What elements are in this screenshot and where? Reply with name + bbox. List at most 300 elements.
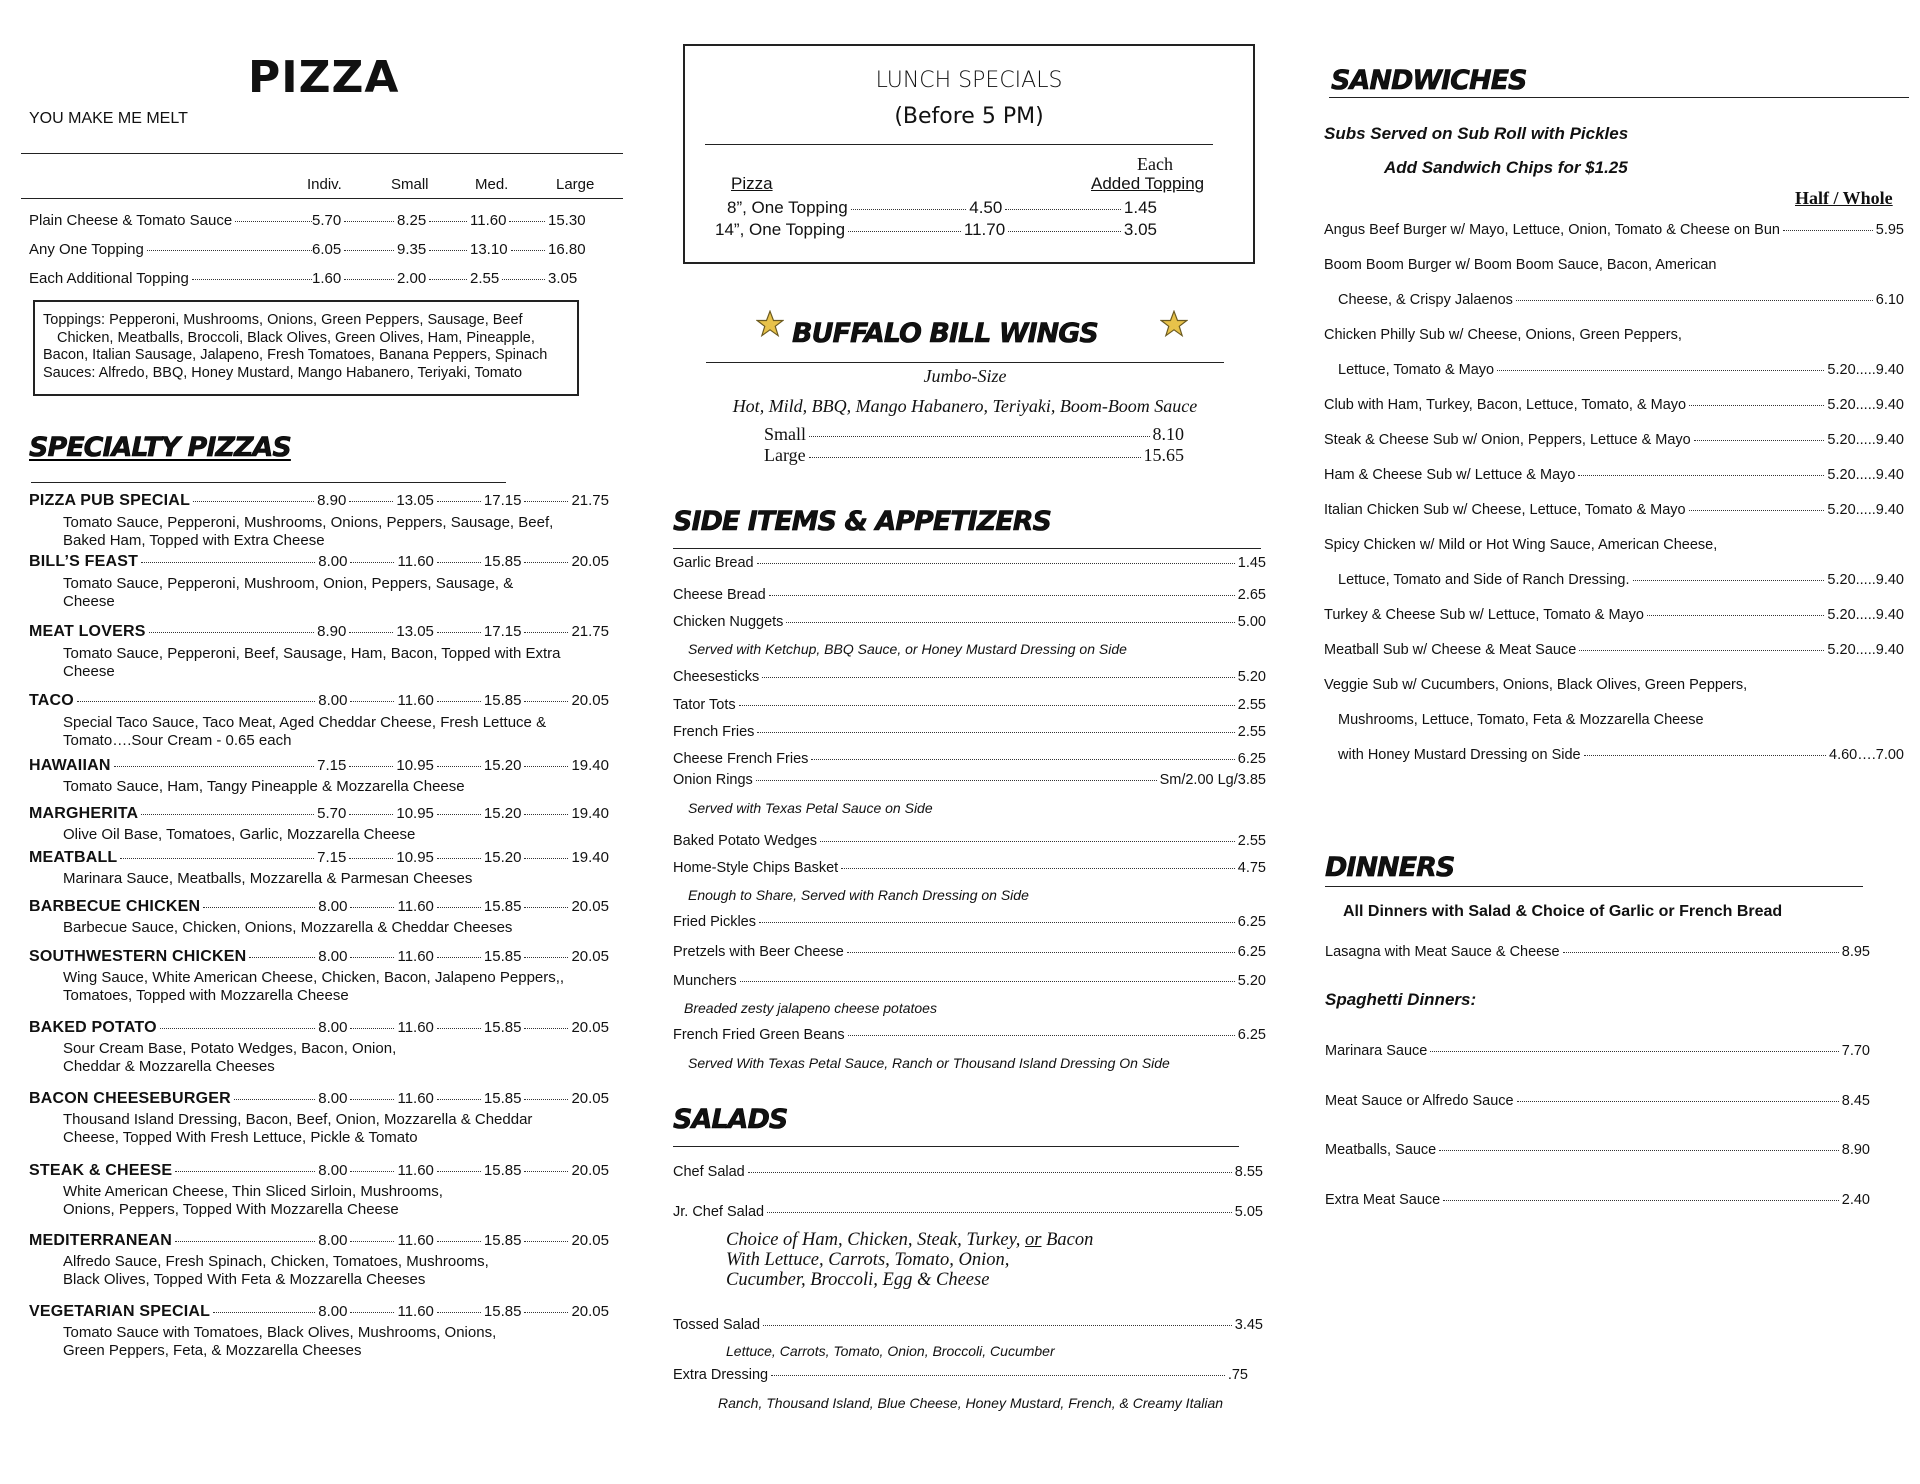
side-item xyxy=(673,1027,1266,1043)
specialty-name: PIZZA PUB SPECIAL xyxy=(29,492,191,509)
salad-choices xyxy=(726,1230,1093,1290)
lunch-subtitle: (Before 5 PM) xyxy=(894,104,1044,129)
item-price xyxy=(470,212,548,229)
specialty-name: BAKED POTATO xyxy=(29,1019,157,1036)
side-item xyxy=(673,973,1266,989)
item-price: .75 xyxy=(1227,1367,1248,1383)
dot-leader xyxy=(767,1212,1232,1213)
side-note: Breaded zesty jalapeno cheese potatoes xyxy=(684,1000,937,1016)
dot-leader xyxy=(1430,1051,1838,1052)
item-price: Sm/2.00 Lg/3.85 xyxy=(1159,772,1266,788)
item-name: Chef Salad xyxy=(673,1164,745,1180)
sandwich-item xyxy=(1324,432,1904,448)
salad-item xyxy=(673,1164,1263,1180)
dot-leader xyxy=(349,501,393,502)
side-item xyxy=(673,669,1266,685)
dot-leader xyxy=(786,622,1234,623)
item-price: 7.70 xyxy=(1841,1043,1870,1059)
sides-title: SIDE ITEMS & APPETIZERS xyxy=(673,506,1051,537)
dot-leader xyxy=(1005,209,1121,210)
toppings-box xyxy=(33,300,579,396)
star-icon xyxy=(1160,310,1188,338)
specialty-item xyxy=(29,1090,609,1108)
choice-or: or xyxy=(1025,1230,1042,1250)
item-price: 6.25 xyxy=(1237,914,1266,930)
description-line: Tomato Sauce with Tomatoes, Black Olives, Mushrooms, Onions, xyxy=(63,1324,497,1341)
lunch-title: LUNCH SPECIALS xyxy=(875,68,1063,93)
dot-leader xyxy=(511,250,545,251)
item-price: 8.10 xyxy=(1152,424,1184,444)
wings-row xyxy=(764,445,1184,466)
specialty-description xyxy=(63,514,553,550)
item-name: Steak & Cheese Sub w/ Onion, Peppers, Lettuce & Mayo xyxy=(1324,432,1691,448)
dot-leader xyxy=(350,562,394,563)
specialty-price: 11.60 xyxy=(397,898,434,915)
specialty-item xyxy=(29,898,609,916)
specialty-price: 11.60 xyxy=(397,948,434,965)
salads-title: SALADS xyxy=(673,1104,788,1135)
item-price: 4.60….7.00 xyxy=(1829,747,1904,763)
price: 9.35 xyxy=(397,241,427,258)
side-item xyxy=(673,724,1266,740)
dot-leader xyxy=(1578,475,1824,476)
dot-leader xyxy=(524,701,568,702)
dot-leader xyxy=(1497,370,1824,371)
description-line: Special Taco Sauce, Taco Meat, Aged Cheddar Cheese, Fresh Lettuce & xyxy=(63,714,547,731)
dot-leader xyxy=(509,221,545,222)
dot-leader xyxy=(437,814,481,815)
specialty-name: MEATBALL xyxy=(29,849,118,866)
item-price: 5.05 xyxy=(1234,1204,1263,1220)
lunch-row xyxy=(727,198,1157,218)
side-item xyxy=(673,860,1266,876)
specialty-price: 8.90 xyxy=(317,492,347,509)
dinner-item xyxy=(1325,1093,1870,1109)
dot-leader xyxy=(437,1028,481,1029)
specialty-price: 11.60 xyxy=(397,1303,434,1320)
lunch-each-label: Each xyxy=(1137,154,1173,174)
item-price: 5.95 xyxy=(1875,222,1904,238)
item-price xyxy=(312,270,397,287)
dot-leader xyxy=(1694,440,1825,441)
item-name: Large xyxy=(764,445,806,465)
dot-leader xyxy=(739,705,1235,706)
side-item xyxy=(673,587,1266,603)
dot-leader xyxy=(120,858,314,859)
dot-leader xyxy=(771,1375,1225,1376)
label: Each Additional Topping xyxy=(29,270,189,287)
item-price: 8.55 xyxy=(1234,1164,1263,1180)
description-line: Sour Cream Base, Potato Wedges, Bacon, Onion, xyxy=(63,1040,397,1057)
specialty-name: TACO xyxy=(29,692,74,709)
specialty-item xyxy=(29,1019,609,1037)
dot-leader xyxy=(1579,650,1824,651)
specialty-name: MEDITERRANEAN xyxy=(29,1232,173,1249)
dot-leader xyxy=(740,981,1235,982)
side-note: Enough to Share, Served with Ranch Dressing on Side xyxy=(688,887,1029,903)
item-price: 5.20.....9.40 xyxy=(1827,362,1904,378)
sandwich-item xyxy=(1324,502,1904,518)
item-price: 8.90 xyxy=(1841,1142,1870,1158)
sandwich-line: Boom Boom Burger w/ Boom Boom Sauce, Bacon, American xyxy=(1324,257,1717,273)
dot-leader xyxy=(524,957,568,958)
item-name xyxy=(29,212,312,229)
dot-leader xyxy=(437,907,481,908)
price: 5.70 xyxy=(312,212,342,229)
specialty-description xyxy=(63,1040,396,1076)
description-line: Barbecue Sauce, Chicken, Onions, Mozzarella & Cheddar Cheeses xyxy=(63,919,513,936)
specialty-name: VEGETARIAN SPECIAL xyxy=(29,1303,211,1320)
dot-leader xyxy=(437,858,481,859)
item-price: 4.75 xyxy=(1237,860,1266,876)
item-name: Fried Pickles xyxy=(673,914,756,930)
pizza-price-row xyxy=(29,212,601,232)
sandwich-item xyxy=(1338,572,1904,588)
item-name: Lettuce, Tomato and Side of Ranch Dressing. xyxy=(1338,572,1630,588)
dot-leader xyxy=(848,1035,1235,1036)
item-name: French Fries xyxy=(673,724,755,740)
sandwiches-sub1: Subs Served on Sub Roll with Pickles xyxy=(1324,124,1629,143)
dot-leader xyxy=(524,858,568,859)
description-line: Cheese xyxy=(63,593,115,610)
dot-leader xyxy=(1516,300,1873,301)
specialty-price: 13.05 xyxy=(396,492,434,509)
specialty-price: 20.05 xyxy=(571,692,609,709)
specialty-price: 13.05 xyxy=(396,623,434,640)
specialty-price: 15.85 xyxy=(483,1090,522,1107)
dot-leader xyxy=(349,814,393,815)
item-price xyxy=(548,270,600,287)
lunch-topping-price: 1.45 xyxy=(1123,198,1158,217)
specialty-item xyxy=(29,849,609,867)
dot-leader xyxy=(350,1312,394,1313)
specialty-price: 11.60 xyxy=(397,1090,434,1107)
divider xyxy=(706,362,1224,363)
dot-leader xyxy=(349,858,393,859)
specialty-description xyxy=(63,1111,532,1147)
choice-text: Choice of Ham, Chicken, Steak, Turkey, xyxy=(726,1230,1026,1250)
dot-leader xyxy=(841,868,1235,869)
item-name: Munchers xyxy=(673,973,737,989)
description-line: Tomatoes, Topped with Mozzarella Cheese xyxy=(63,987,349,1004)
divider xyxy=(1329,97,1909,98)
dot-leader xyxy=(1584,755,1826,756)
item-name: Extra Meat Sauce xyxy=(1325,1192,1441,1208)
item-name: Tossed Salad xyxy=(673,1317,761,1333)
item-price: 6.25 xyxy=(1237,944,1266,960)
item-name: Jr. Chef Salad xyxy=(673,1204,765,1220)
dot-leader xyxy=(524,1312,568,1313)
star-icon xyxy=(756,310,784,338)
specialty-price: 20.05 xyxy=(571,553,609,570)
sauces-line: Sauces: Alfredo, BBQ, Honey Mustard, Mango Habanero, Teriyaki, Tomato xyxy=(43,364,523,381)
specialty-price: 8.00 xyxy=(318,692,348,709)
dot-leader xyxy=(524,766,568,767)
dot-leader xyxy=(437,632,481,633)
side-item xyxy=(673,614,1266,630)
description-line: Cheese xyxy=(63,663,115,680)
sandwich-item xyxy=(1324,397,1904,413)
item-price: 8.45 xyxy=(1841,1093,1870,1109)
dot-leader xyxy=(1647,615,1824,616)
specialty-price: 17.15 xyxy=(483,623,522,640)
sandwich-item xyxy=(1338,292,1904,308)
choice-line: With Lettuce, Carrots, Tomato, Onion, xyxy=(726,1250,1010,1270)
size-header-med: Med. xyxy=(475,176,509,193)
side-note: Served with Texas Petal Sauce on Side xyxy=(688,800,933,816)
specialty-price: 20.05 xyxy=(571,1090,609,1107)
wings-title: BUFFALO BILL WINGS xyxy=(792,318,1098,349)
specialty-price: 8.90 xyxy=(317,623,347,640)
dot-leader xyxy=(437,701,481,702)
dot-leader xyxy=(437,766,481,767)
item-name: Cheesesticks xyxy=(673,669,760,685)
size-header-large: Large xyxy=(556,176,595,193)
choice-line: Cucumber, Broccoli, Egg & Cheese xyxy=(726,1270,990,1290)
choice-text: Bacon xyxy=(1041,1230,1094,1250)
specialty-price: 15.85 xyxy=(483,1232,522,1249)
specialty-price: 15.85 xyxy=(483,948,522,965)
specialty-item xyxy=(29,1162,609,1180)
price: 15.30 xyxy=(548,212,586,229)
dot-leader xyxy=(757,563,1235,564)
dot-leader xyxy=(349,766,393,767)
item-price: 3.45 xyxy=(1234,1317,1263,1333)
wings-size: Jumbo-Size xyxy=(923,366,1007,386)
specialty-price: 15.20 xyxy=(483,805,522,822)
specialty-price: 5.70 xyxy=(317,805,347,822)
specialty-item xyxy=(29,692,609,710)
price: 8.25 xyxy=(397,212,427,229)
specialty-item xyxy=(29,1303,609,1321)
item-name: Garlic Bread xyxy=(673,555,754,571)
dot-leader xyxy=(437,1241,481,1242)
specialty-price: 11.60 xyxy=(397,1232,434,1249)
description-line: Wing Sauce, White American Cheese, Chicken, Bacon, Jalapeno Peppers,, xyxy=(63,969,565,986)
item-name: Cheese, & Crispy Jalaenos xyxy=(1338,292,1513,308)
dot-leader xyxy=(524,1028,568,1029)
item-name: Ham & Cheese Sub w/ Lettuce & Mayo xyxy=(1324,467,1576,483)
dot-leader xyxy=(762,677,1235,678)
dot-leader xyxy=(175,1171,315,1172)
dot-leader xyxy=(757,732,1234,733)
item-name: Home-Style Chips Basket xyxy=(673,860,839,876)
item-price xyxy=(312,241,397,258)
item-price xyxy=(548,212,600,229)
specialty-price: 8.00 xyxy=(318,1162,348,1179)
description-line: Thousand Island Dressing, Bacon, Beef, Onion, Mozzarella & Cheddar xyxy=(63,1111,533,1128)
specialty-description xyxy=(63,969,564,1005)
dot-leader xyxy=(1008,231,1121,232)
description-line: Cheddar & Mozzarella Cheeses xyxy=(63,1058,275,1075)
dinners-sub: All Dinners with Salad & Choice of Garlic or French Bread xyxy=(1343,903,1783,920)
item-price: 2.40 xyxy=(1841,1192,1870,1208)
item-name: Lettuce, Tomato & Mayo xyxy=(1338,362,1495,378)
item-price: 1.45 xyxy=(1237,555,1266,571)
description-line: Tomato….Sour Cream - 0.65 each xyxy=(63,732,292,749)
dot-leader xyxy=(437,562,481,563)
specialty-price: 20.05 xyxy=(571,1232,609,1249)
dot-leader xyxy=(809,457,1141,458)
dot-leader xyxy=(1689,405,1824,406)
specialty-price: 11.60 xyxy=(397,692,434,709)
item-name: Meatballs, Sauce xyxy=(1325,1142,1437,1158)
item-price xyxy=(397,212,470,229)
specialty-price: 11.60 xyxy=(397,1162,434,1179)
dot-leader xyxy=(759,922,1235,923)
price: 2.55 xyxy=(470,270,500,287)
salad-item xyxy=(673,1367,1248,1383)
item-name: Angus Beef Burger w/ Mayo, Lettuce, Onion, Tomato & Cheese on Bun xyxy=(1324,222,1780,238)
specialty-price: 11.60 xyxy=(397,1019,434,1036)
dot-leader xyxy=(203,907,315,908)
item-price: 5.20.....9.40 xyxy=(1827,607,1904,623)
side-item xyxy=(673,833,1266,849)
specialty-description xyxy=(63,645,561,681)
item-name: Onion Rings xyxy=(673,772,753,788)
item-price xyxy=(397,241,470,258)
specialty-price: 8.00 xyxy=(318,898,348,915)
dot-leader xyxy=(1517,1101,1839,1102)
dot-leader xyxy=(77,701,315,702)
half-whole-label: Half / Whole xyxy=(1795,188,1893,208)
dot-leader xyxy=(437,501,481,502)
label: Any One Topping xyxy=(29,241,144,258)
item-name xyxy=(29,270,312,287)
lunch-row xyxy=(715,220,1157,240)
dot-leader xyxy=(344,250,394,251)
specialty-description xyxy=(63,1183,443,1219)
dinners-title: DINNERS xyxy=(1325,852,1455,883)
dot-leader xyxy=(524,907,568,908)
lunch-name: 8”, One Topping xyxy=(727,198,848,217)
specialty-name: BARBECUE CHICKEN xyxy=(29,898,201,915)
specialty-description xyxy=(63,1253,489,1289)
specialty-price: 7.15 xyxy=(317,757,347,774)
size-header-small: Small xyxy=(391,176,429,193)
wings-flavors: Hot, Mild, BBQ, Mango Habanero, Teriyaki, Boom-Boom Sauce xyxy=(732,396,1198,416)
dot-leader xyxy=(350,1241,394,1242)
item-price xyxy=(470,241,548,258)
label: Plain Cheese & Tomato Sauce xyxy=(29,212,233,229)
specialty-price: 8.00 xyxy=(318,1232,348,1249)
dot-leader xyxy=(851,209,967,210)
divider xyxy=(1325,886,1863,887)
toppings-line: Chicken, Meatballs, Broccoli, Black Olives, Green Olives, Ham, Pineapple, xyxy=(57,329,535,346)
item-price: 8.95 xyxy=(1841,944,1870,960)
specialty-name: MEAT LOVERS xyxy=(29,623,146,640)
price: 13.10 xyxy=(470,241,508,258)
dot-leader xyxy=(809,436,1149,437)
lunch-name: 14”, One Topping xyxy=(715,220,846,239)
item-price: 5.20.....9.40 xyxy=(1827,432,1904,448)
lunch-specials-box xyxy=(683,44,1255,264)
side-item xyxy=(673,914,1266,930)
dot-leader xyxy=(249,957,315,958)
specialty-name: HAWAIIAN xyxy=(29,757,111,774)
item-price: 5.20.....9.40 xyxy=(1827,467,1904,483)
item-price: 2.65 xyxy=(1237,587,1266,603)
dot-leader xyxy=(437,1099,481,1100)
item-name: Cheese Bread xyxy=(673,587,766,603)
dot-leader xyxy=(437,957,481,958)
dot-leader xyxy=(847,952,1235,953)
divider xyxy=(21,153,623,154)
lunch-pizza-label: Pizza xyxy=(731,174,773,193)
pizza-price-row xyxy=(29,241,601,261)
specialty-description xyxy=(63,778,465,796)
dinner-item xyxy=(1325,944,1870,960)
salad-item xyxy=(673,1204,1263,1220)
wings-row xyxy=(764,424,1184,445)
toppings-line: Toppings: Pepperoni, Mushrooms, Onions, Green Peppers, Sausage, Beef xyxy=(43,312,523,328)
item-price: 5.20.....9.40 xyxy=(1827,397,1904,413)
size-header-indiv: Indiv. xyxy=(307,176,342,193)
specialty-price: 15.85 xyxy=(483,553,522,570)
dot-leader xyxy=(524,562,568,563)
specialty-name: STEAK & CHEESE xyxy=(29,1162,173,1179)
dot-leader xyxy=(1439,1150,1839,1151)
item-price: 5.20 xyxy=(1237,973,1266,989)
specialty-name: SOUTHWESTERN CHICKEN xyxy=(29,948,247,965)
item-name: Turkey & Cheese Sub w/ Lettuce, Tomato & Mayo xyxy=(1324,607,1644,623)
specialty-price: 20.05 xyxy=(571,1162,609,1179)
specialty-item xyxy=(29,623,609,641)
specialty-name: BACON CHEESEBURGER xyxy=(29,1090,231,1107)
dinner-item xyxy=(1325,1142,1870,1158)
specialty-price: 20.05 xyxy=(571,1019,609,1036)
specialty-price: 15.20 xyxy=(483,849,522,866)
specialty-price: 8.00 xyxy=(318,1019,348,1036)
item-name: Pretzels with Beer Cheese xyxy=(673,944,844,960)
dot-leader xyxy=(524,501,568,502)
specialty-item xyxy=(29,492,609,510)
dot-leader xyxy=(350,957,394,958)
item-name: Italian Chicken Sub w/ Cheese, Lettuce, Tomato & Mayo xyxy=(1324,502,1686,518)
side-note: Served with Ketchup, BBQ Sauce, or Honey Mustard Dressing on Side xyxy=(688,641,1127,657)
salad-note: Lettuce, Carrots, Tomato, Onion, Broccoli, Cucumber xyxy=(726,1343,1055,1359)
item-price: 5.20.....9.40 xyxy=(1827,502,1904,518)
lunch-price: 4.50 xyxy=(969,198,1003,217)
dinner-item xyxy=(1325,1043,1870,1059)
divider xyxy=(673,548,1261,549)
specialty-price: 10.95 xyxy=(396,849,434,866)
specialty-price: 17.15 xyxy=(483,492,522,509)
description-line: Baked Ham, Topped with Extra Cheese xyxy=(63,532,325,549)
specialty-description xyxy=(63,870,472,888)
dot-leader xyxy=(769,595,1235,596)
item-name: Meatball Sub w/ Cheese & Meat Sauce xyxy=(1324,642,1577,658)
sandwich-line: Mushrooms, Lettuce, Tomato, Feta & Mozzarella Cheese xyxy=(1338,712,1704,728)
item-name: Meat Sauce or Alfredo Sauce xyxy=(1325,1093,1514,1109)
specialty-title: SPECIALTY PIZZAS xyxy=(29,432,291,463)
divider xyxy=(673,1146,1239,1147)
spaghetti-title: Spaghetti Dinners: xyxy=(1325,990,1477,1009)
specialty-price: 10.95 xyxy=(396,805,434,822)
dot-leader xyxy=(350,1171,394,1172)
specialty-price: 19.40 xyxy=(571,805,609,822)
lunch-price: 11.70 xyxy=(963,220,1006,239)
description-line: Marinara Sauce, Meatballs, Mozzarella & Parmesan Cheeses xyxy=(63,870,473,887)
salad-item xyxy=(673,1317,1263,1333)
specialty-price: 11.60 xyxy=(397,553,434,570)
item-price: 5.20.....9.40 xyxy=(1827,642,1904,658)
dot-leader xyxy=(149,632,315,633)
dot-leader xyxy=(524,1099,568,1100)
item-price xyxy=(548,241,600,258)
description-line: Tomato Sauce, Pepperoni, Mushrooms, Onions, Peppers, Sausage, Beef, xyxy=(63,514,554,531)
item-price: 6.25 xyxy=(1237,1027,1266,1043)
